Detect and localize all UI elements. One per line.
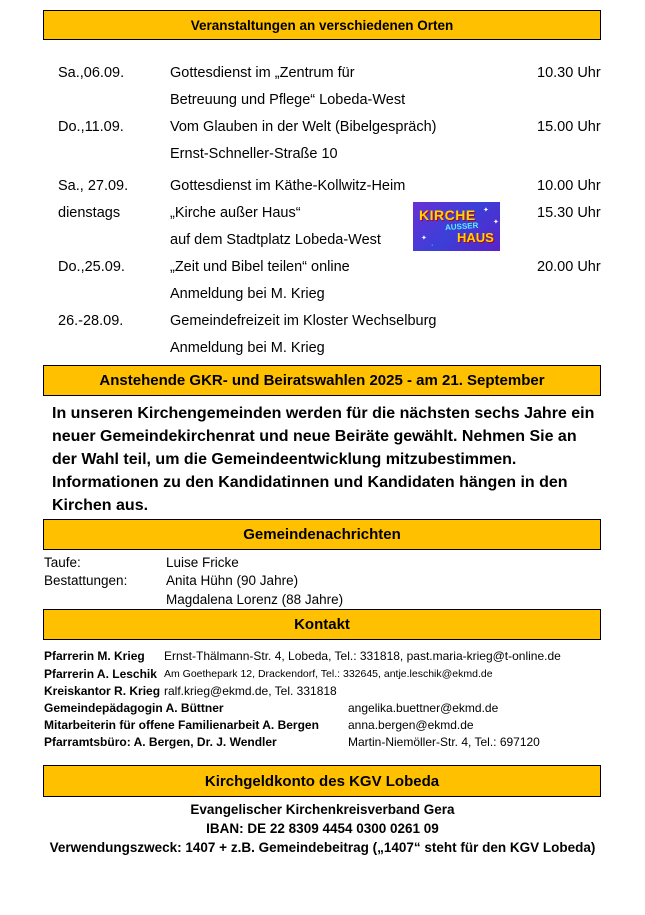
section-header-gemeindenachrichten — [43, 519, 601, 550]
bank-line-1: Evangelischer Kirchenkreisverband Gera — [190, 802, 455, 817]
event-date: dienstags — [58, 205, 121, 221]
logo-word-1: KIRCHE — [419, 207, 476, 223]
event-description-2: auf dem Stadtplatz Lobeda-West — [170, 232, 381, 248]
event-description: Gottesdienst im Käthe-Kollwitz-Heim — [170, 178, 406, 194]
logo-word-2: AUSSER — [444, 220, 479, 233]
section-header-kontakt — [43, 609, 601, 640]
contact-info: Am Goethepark 12, Drackendorf, Tel.: 332645, antje.leschik@ekmd.de — [164, 668, 493, 680]
contact-name: Pfarrerin A. Leschik — [44, 667, 157, 681]
bestattungen-label: Bestattungen: — [44, 573, 128, 588]
contact-info: ralf.krieg@ekmd.de, Tel. 331818 — [164, 684, 337, 698]
contact-info: angelika.buettner@ekmd.de — [348, 701, 499, 715]
section-header-veranstaltungen — [43, 10, 601, 40]
section-title: Kirchgeldkonto des KGV Lobeda — [204, 772, 440, 790]
contact-name: Pfarramtsbüro: A. Bergen, Dr. J. Wendler — [44, 735, 277, 749]
contact-info: Ernst-Thälmann-Str. 4, Lobeda, Tel.: 331818, past.maria-krieg@t-online.de — [164, 649, 561, 663]
event-date: Do.,11.09. — [58, 119, 124, 135]
bestattung-name: Anita Hühn (90 Jahre) — [166, 573, 299, 588]
section-title: Gemeindenachrichten — [243, 526, 401, 543]
contact-info: anna.bergen@ekmd.de — [348, 718, 474, 732]
bank-iban: IBAN: DE 22 8309 4454 0300 0261 09 — [206, 821, 439, 836]
bank-purpose: Verwendungszweck: 1407 + z.B. Gemeindebeitrag („1407“ steht für den KGV Lobeda) — [49, 840, 596, 855]
contact-name: Mitarbeiterin für offene Familienarbeit A. Bergen — [44, 718, 319, 732]
event-date: Sa., 27.09. — [58, 178, 129, 194]
event-description: Vom Glauben in der Welt (Bibelgespräch) — [170, 119, 437, 135]
section-title: Kontakt — [294, 616, 350, 633]
section-title: Veranstaltungen an verschiedenen Orten — [190, 17, 454, 33]
star-icon: ✦ — [421, 235, 427, 242]
taufe-label: Taufe: — [44, 555, 81, 570]
event-time: 10.00 Uhr — [537, 178, 601, 194]
event-description: „Kirche außer Haus“ — [170, 205, 301, 221]
event-date: Sa.,06.09. — [58, 65, 125, 81]
contact-name: Kreiskantor R. Krieg — [44, 684, 161, 698]
section-header-kirchgeldkonto — [43, 765, 601, 797]
event-description: „Zeit und Bibel teilen“ online — [170, 259, 350, 275]
taufe-name: Luise Fricke — [166, 555, 239, 570]
event-time: 10.30 Uhr — [537, 65, 601, 81]
contact-name: Pfarrerin M. Krieg — [44, 649, 145, 663]
section-header-wahlen — [43, 365, 601, 396]
star-icon: ✦ — [493, 219, 499, 226]
section-title: Anstehende GKR- und Beiratswahlen 2025 - am 21. September — [99, 372, 545, 389]
event-date: 26.-28.09. — [58, 313, 124, 329]
star-icon: · — [431, 242, 434, 249]
event-description-2: Anmeldung bei M. Krieg — [170, 286, 325, 302]
event-description: Gemeindefreizeit im Kloster Wechselburg — [170, 313, 437, 329]
kirche-ausser-haus-logo — [413, 202, 500, 251]
event-description-2: Anmeldung bei M. Krieg — [170, 340, 325, 356]
event-time: 15.30 Uhr — [537, 205, 601, 221]
event-date: Do.,25.09. — [58, 259, 125, 275]
wahlen-paragraph: In unseren Kirchengemeinden werden für die nächsten sechs Jahre ein neuer Gemeindekirchenrat und neue Beiräte gewählt. Nehmen Sie an der Wahl teil, um die Gemeindeentwicklung mitzubestimmen. Informationen zu den Kandidatinnen und Kandidaten hängen in den Kirchen aus. — [52, 405, 595, 514]
event-description-2: Ernst-Schneller-Straße 10 — [170, 146, 338, 162]
event-time: 15.00 Uhr — [537, 119, 601, 135]
event-description: Gottesdienst im „Zentrum für — [170, 65, 355, 81]
event-description-2: Betreuung und Pflege“ Lobeda-West — [170, 92, 406, 108]
bestattung-name-2: Magdalena Lorenz (88 Jahre) — [166, 592, 344, 607]
star-icon: ✦ — [483, 207, 489, 214]
event-time: 20.00 Uhr — [537, 259, 601, 275]
contact-name: Gemeindepädagogin A. Büttner — [44, 701, 224, 715]
logo-word-3: HAUS — [457, 230, 494, 245]
contact-info: Martin-Niemöller-Str. 4, Tel.: 697120 — [348, 735, 540, 749]
